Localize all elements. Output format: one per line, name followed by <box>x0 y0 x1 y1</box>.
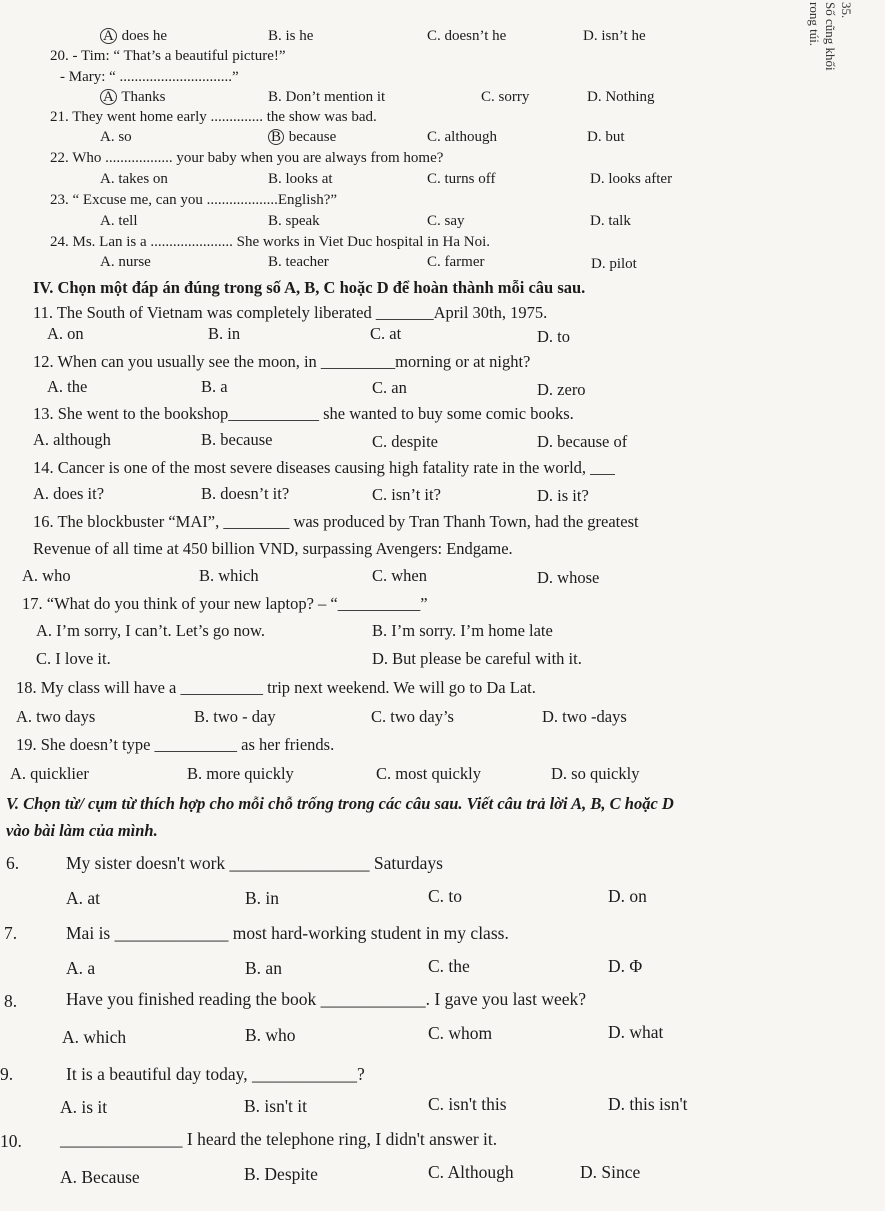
option-c-q20: C. sorry <box>481 89 530 105</box>
option-a-q12: A. the <box>47 377 88 396</box>
option-a-q17: A. I’m sorry, I can’t. Let’s go now. <box>36 621 265 640</box>
option-b-q9: B. isn't it <box>244 1096 307 1116</box>
option-b-q24: B. teacher <box>268 254 329 270</box>
side-note <box>807 0 854 90</box>
option-d-q12: D. zero <box>537 380 586 399</box>
option-b-q10: B. Despite <box>244 1164 318 1184</box>
option-b-q16: B. which <box>199 566 259 585</box>
q23-stem: 23. “ Excuse me, can you ...................English?” <box>50 192 338 208</box>
q12-stem: 12. When can you usually see the moon, in _________morning or at night? <box>33 352 531 371</box>
q16-stem: 16. The blockbuster “MAI”, ________ was produced by Tran Thanh Town, had the greatest <box>33 512 639 531</box>
option-c-q21: C. although <box>427 129 497 145</box>
option-c-q8: C. whom <box>428 1023 493 1043</box>
option-d-q11: D. to <box>537 327 570 346</box>
option-c-q22: C. turns off <box>427 171 496 187</box>
option-c-q13: C. despite <box>372 432 438 451</box>
option-c-q18: C. two day’s <box>371 707 454 726</box>
option-c-q9: C. isn't this <box>428 1094 507 1114</box>
option-d-q6: D. on <box>608 886 647 906</box>
option-a-q16: A. who <box>22 566 71 585</box>
q22-stem: 22. Who .................. your baby when you are always from home? <box>50 150 444 166</box>
option-d-q18: D. two -days <box>542 707 627 726</box>
option-b-q8: B. who <box>245 1025 296 1045</box>
option-c-q11: C. at <box>370 324 402 343</box>
option-a-q20: A Thanks <box>100 89 165 106</box>
q13-stem: 13. She went to the bookshop___________ she wanted to buy some comic books. <box>33 404 574 423</box>
option-d-q21: D. but <box>587 129 625 145</box>
q8-number: 8. <box>4 991 18 1011</box>
option-a-q19: A. quicklier <box>10 764 89 783</box>
option-a-q14: A. does it? <box>33 484 105 503</box>
q7-stem: Mai is _____________ most hard-working student in my class. <box>66 923 509 943</box>
option-d-q10: D. Since <box>580 1162 641 1182</box>
option-b-q14: B. doesn’t it? <box>201 484 290 503</box>
option-b-q7: B. an <box>245 958 282 978</box>
option-c-q19-top: C. doesn’t he <box>427 28 507 44</box>
q6-stem: My sister doesn't work ________________ Saturdays <box>66 853 443 873</box>
option-d-q22: D. looks after <box>590 171 673 187</box>
option-c-q7: C. the <box>428 956 470 976</box>
option-b-q23: B. speak <box>268 213 320 229</box>
option-d-q17: D. But please be careful with it. <box>372 649 582 668</box>
option-b-q12: B. a <box>201 377 228 396</box>
side-note-line2: rong túi. <box>807 2 822 47</box>
option-b-q13: B. because <box>201 430 273 449</box>
option-d-q8: D. what <box>608 1022 664 1042</box>
option-a-q24: A. nurse <box>100 254 151 270</box>
option-b-q11: B. in <box>208 324 241 343</box>
section-iv-heading: IV. Chọn một đáp án đúng trong số A, B, C hoặc D để hoàn thành mỗi câu sau. <box>33 278 586 297</box>
option-b-q20: B. Don’t mention it <box>268 89 386 105</box>
q16-stem-line2: Revenue of all time at 450 billion VND, surpassing Avengers: Endgame. <box>33 539 513 558</box>
option-c-q24: C. farmer <box>427 254 485 270</box>
option-b-q18: B. two - day <box>194 707 276 726</box>
option-d-q16: D. whose <box>537 568 600 587</box>
section-v-heading-line1: V. Chọn từ/ cụm từ thích hợp cho mỗi chỗ trống trong các câu sau. Viết câu trả lời A, B, C hoặc D <box>6 794 674 813</box>
side-note-number: 35. <box>839 2 854 19</box>
q10-stem: ______________ I heard the telephone ring, I didn't answer it. <box>60 1129 498 1149</box>
option-d-q19-top: D. isn’t he <box>583 28 646 44</box>
q9-stem: It is a beautiful day today, ____________? <box>66 1064 365 1084</box>
option-b-q21: B because <box>268 129 336 146</box>
option-d-q9: D. this isn't <box>608 1094 688 1114</box>
side-note-line1: Số cũng khối <box>823 2 838 71</box>
option-b-q19: B. more quickly <box>187 764 294 783</box>
option-b-q19-top: B. is he <box>268 28 314 44</box>
option-b-q17: B. I’m sorry. I’m home late <box>372 621 553 640</box>
option-d-q24: D. pilot <box>591 256 637 272</box>
option-c-q6: C. to <box>428 886 463 906</box>
option-d-q7: D. Φ <box>608 956 643 976</box>
option-a-q18: A. two days <box>16 707 96 726</box>
option-a-q23: A. tell <box>100 213 138 229</box>
q24-stem: 24. Ms. Lan is a ...................... She works in Viet Duc hospital in Ha Noi. <box>50 234 491 250</box>
option-a-q6: A. at <box>66 888 101 908</box>
q8-stem: Have you finished reading the book ____________. I gave you last week? <box>66 989 587 1009</box>
option-b-q6: B. in <box>245 888 280 908</box>
option-a-q11: A. on <box>47 324 84 343</box>
option-c-q12: C. an <box>372 378 407 397</box>
q10-number: 10. <box>0 1131 22 1151</box>
option-a-q8: A. which <box>62 1027 127 1047</box>
option-a-q10: A. Because <box>60 1167 140 1187</box>
q6-number: 6. <box>6 853 20 873</box>
option-a-q19-top: A does he <box>100 28 167 45</box>
option-c-q17: C. I love it. <box>36 649 111 668</box>
q20-line2: - Mary: “ ..............................” <box>60 69 239 85</box>
section-v-heading-line2: vào bài làm của mình. <box>6 821 158 840</box>
option-a-q22: A. takes on <box>100 171 168 187</box>
option-c-q14: C. isn’t it? <box>372 485 441 504</box>
option-d-q20: D. Nothing <box>587 89 655 105</box>
option-d-q13: D. because of <box>537 432 628 451</box>
q7-number: 7. <box>4 923 18 943</box>
q20-stem: 20. - Tim: “ That’s a beautiful picture!” <box>50 48 286 64</box>
option-a-q13: A. although <box>33 430 111 449</box>
q14-stem: 14. Cancer is one of the most severe diseases causing high fatality rate in the world, ___ <box>33 458 615 477</box>
q18-stem: 18. My class will have a __________ trip next weekend. We will go to Da Lat. <box>16 678 536 697</box>
option-b-q22: B. looks at <box>268 171 333 187</box>
option-a-q9: A. is it <box>60 1097 108 1117</box>
option-d-q14: D. is it? <box>537 486 589 505</box>
q19-stem: 19. She doesn’t type __________ as her friends. <box>16 735 335 754</box>
q11-stem: 11. The South of Vietnam was completely liberated _______April 30th, 1975. <box>33 303 548 322</box>
option-c-q10: C. Although <box>428 1162 514 1182</box>
option-d-q23: D. talk <box>590 213 631 229</box>
option-c-q23: C. say <box>427 213 465 229</box>
q9-number: 9. <box>0 1064 14 1084</box>
q17-stem: 17. “What do you think of your new laptop? – “__________” <box>22 594 428 613</box>
option-d-q19: D. so quickly <box>551 764 640 783</box>
option-c-q16: C. when <box>372 566 427 585</box>
option-a-q7: A. a <box>66 958 96 978</box>
option-c-q19: C. most quickly <box>376 764 481 783</box>
option-a-q21: A. so <box>100 129 132 145</box>
q21-stem: 21. They went home early .............. the show was bad. <box>50 109 377 125</box>
